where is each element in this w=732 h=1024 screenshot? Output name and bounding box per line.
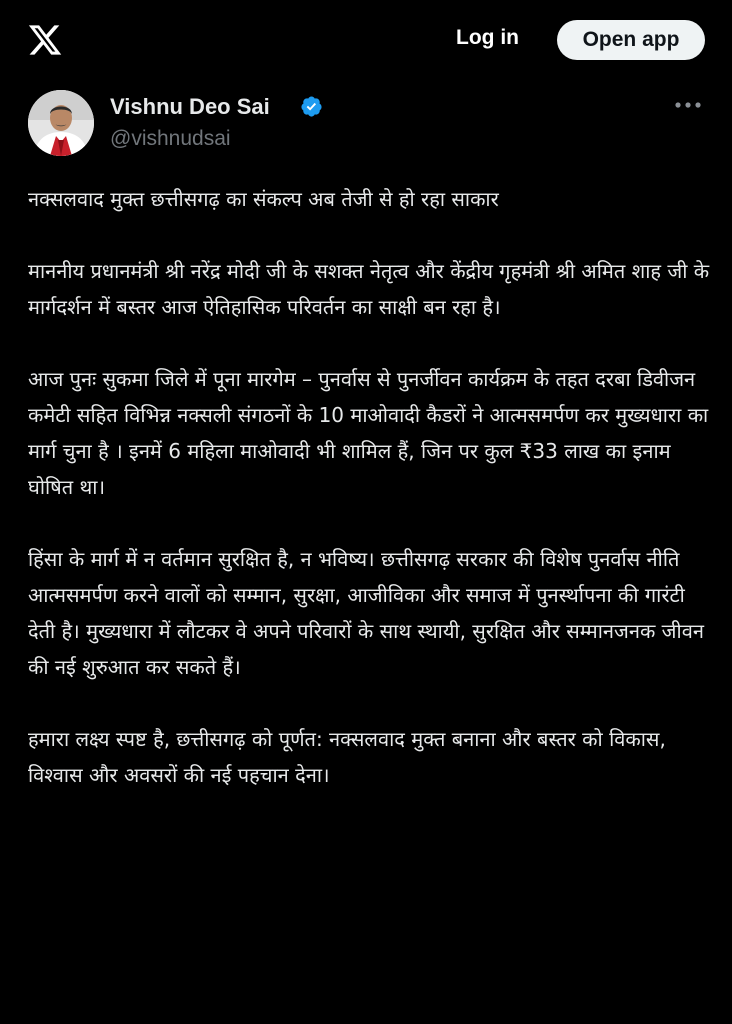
avatar-image	[28, 90, 94, 156]
avatar[interactable]	[28, 90, 94, 156]
login-link[interactable]: Log in	[456, 26, 519, 49]
tweet-author	[0, 86, 732, 162]
tweet-paragraph: हिंसा के मार्ग में न वर्तमान सुरक्षित है, न भविष्य। छत्तीसगढ़ सरकार की विशेष पुनर्वास नीति आत्मसमर्पण करने वालों को सम्मान, सुरक्षा, आजीविका और समाज में पुनर्स्थापना की गारंटी देती है। मुख्यधारा में लौटकर वे अपने परिवारों के साथ स्थायी, सुरक्षित और सम्मानजनक जीवन की नई शुरुआत कर सकते हैं।	[28, 547, 704, 679]
tweet-paragraph: नक्सलवाद मुक्त छत्तीसगढ़ का संकल्प अब तेजी से हो रहा साकार	[28, 187, 499, 211]
top-bar	[0, 0, 732, 82]
display-name[interactable]: Vishnu Deo Sai	[110, 94, 270, 119]
tweet-paragraph: हमारा लक्ष्य स्पष्ट है, छत्तीसगढ़ को पूर्णत: नक्सलवाद मुक्त बनाना और बस्तर को विकास, विश्वास और अवसरों की नई पहचान देना।	[28, 727, 666, 787]
tweet-text	[28, 181, 718, 829]
open-app-button[interactable]: Open app	[557, 20, 705, 60]
tweet-paragraph: माननीय प्रधानमंत्री श्री नरेंद्र मोदी जी के सशक्त नेतृत्व और केंद्रीय गृहमंत्री श्री अमित शाह जी के मार्गदर्शन में बस्तर आज ऐतिहासिक परिवर्तन का साक्षी बन रहा है।	[28, 259, 710, 319]
tweet-paragraph: आज पुनः सुकमा जिले में पूना मारगेम – पुनर्वास से पुनर्जीवन कार्यक्रम के तहत दरबा डिवीजन कमेटी सहित विभिन्न नक्सली संगठनों के 10 माओवादी कैडरों ने आत्मसमर्पण कर मुख्यधारा का मार्ग चुना है । इनमें 6 महिला माओवादी भी शामिल हैं, जिन पर कुल ₹33 लाख का इनाम घोषित था।	[28, 367, 709, 499]
user-handle[interactable]: @vishnudsai	[110, 127, 231, 150]
more-options-icon[interactable]	[674, 98, 702, 112]
x-logo-icon[interactable]	[26, 22, 64, 58]
verified-badge-icon	[300, 95, 323, 118]
